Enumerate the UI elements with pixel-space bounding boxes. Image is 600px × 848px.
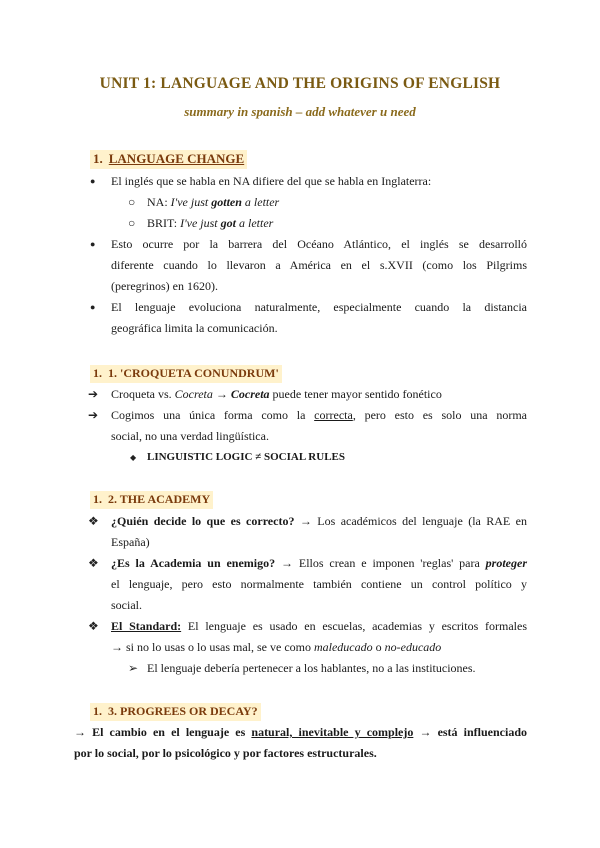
list-item-line: social, no una verdad lingüística.	[111, 429, 269, 443]
pointer-bullet-icon: ➢	[128, 661, 139, 675]
section-number: 1.	[93, 704, 102, 718]
section-heading-croqueta	[90, 365, 282, 383]
section-number: 1.	[93, 151, 103, 166]
list-item-line: El lenguaje evoluciona naturalmente, especialmente cuando la distancia	[111, 300, 527, 314]
paragraph-line: → El cambio en el lenguaje es natural, inevitable y complejo → está influenciado	[74, 725, 528, 739]
circle-bullet-icon: ○	[128, 195, 136, 209]
diamond-bullet-icon: ◆	[130, 453, 137, 462]
list-item-line: diferente cuando lo llevaron a América en el s.XVII (como los Pilgrims	[111, 258, 527, 272]
list-item-line: → si no lo usas o lo usas mal, se ve como maleducado o no-educado	[111, 640, 442, 654]
list-item-line: social.	[111, 598, 142, 612]
rule-statement: LINGUISTIC LOGIC ≠ SOCIAL RULES	[147, 451, 345, 463]
section-title: LANGUAGE CHANGE	[108, 151, 245, 166]
clover-bullet-icon: ❖	[88, 619, 99, 633]
list-item-line: España)	[111, 535, 150, 549]
list-item-line: (peregrinos) en 1620).	[111, 279, 218, 293]
list-item-line: el lenguaje, pero esto normalmente también contiene un control político y	[111, 577, 527, 591]
arrow-bullet-icon: ➔	[88, 387, 99, 401]
section-heading-progress-decay	[90, 703, 261, 721]
clover-bullet-icon: ❖	[88, 514, 99, 528]
arrow-bullet-icon: ➔	[88, 408, 99, 422]
bullet-icon: ●	[90, 176, 96, 186]
sub-list-item: El lenguaje debería pertenecer a los hablantes, no a las instituciones.	[147, 661, 476, 675]
list-item: El inglés que se habla en NA difiere del que se habla en Inglaterra:	[111, 174, 432, 188]
bullet-icon: ●	[90, 302, 96, 312]
sub-list-item-na: NA: I've just gotten a letter	[147, 195, 280, 209]
section-heading-academy	[90, 491, 213, 509]
bullet-icon: ●	[90, 239, 96, 249]
section-title: 1. 'CROQUETA CONUNDRUM'	[108, 366, 279, 380]
list-item-line: ¿Quién decide lo que es correcto? → Los académicos del lenguaje (la RAE en	[111, 514, 527, 528]
list-item-line: geográfica limita la comunicación.	[111, 321, 278, 335]
list-item-line: Cogimos una única forma como la correcta, pero esto es solo una norma	[111, 408, 527, 422]
list-item-line: ¿Es la Academia un enemigo? → Ellos crean e imponen 'reglas' para proteger	[111, 556, 527, 570]
section-title: 3. PROGREES OR DECAY?	[108, 704, 258, 718]
section-number: 1.	[93, 492, 102, 506]
clover-bullet-icon: ❖	[88, 556, 99, 570]
circle-bullet-icon: ○	[128, 216, 136, 230]
paragraph-line: por lo social, por lo psicológico y por factores estructurales.	[74, 746, 377, 760]
list-item: Croqueta vs. Cocreta → Cocreta puede tener mayor sentido fonético	[111, 387, 442, 401]
page-subtitle: summary in spanish – add whatever u need	[184, 104, 416, 119]
list-item-line: Esto ocurre por la barrera del Océano Atlántico, el inglés se desarrolló	[111, 237, 527, 251]
section-number: 1.	[93, 366, 102, 380]
sub-list-item-brit: BRIT: I've just got a letter	[147, 216, 274, 230]
list-item-line: El Standard: El lenguaje es usado en escuelas, academias y escritos formales	[111, 619, 527, 633]
section-heading-language-change	[90, 150, 247, 169]
section-title: 2. THE ACADEMY	[108, 492, 211, 506]
page-title: UNIT 1: LANGUAGE AND THE ORIGINS OF ENGLISH	[99, 75, 501, 92]
